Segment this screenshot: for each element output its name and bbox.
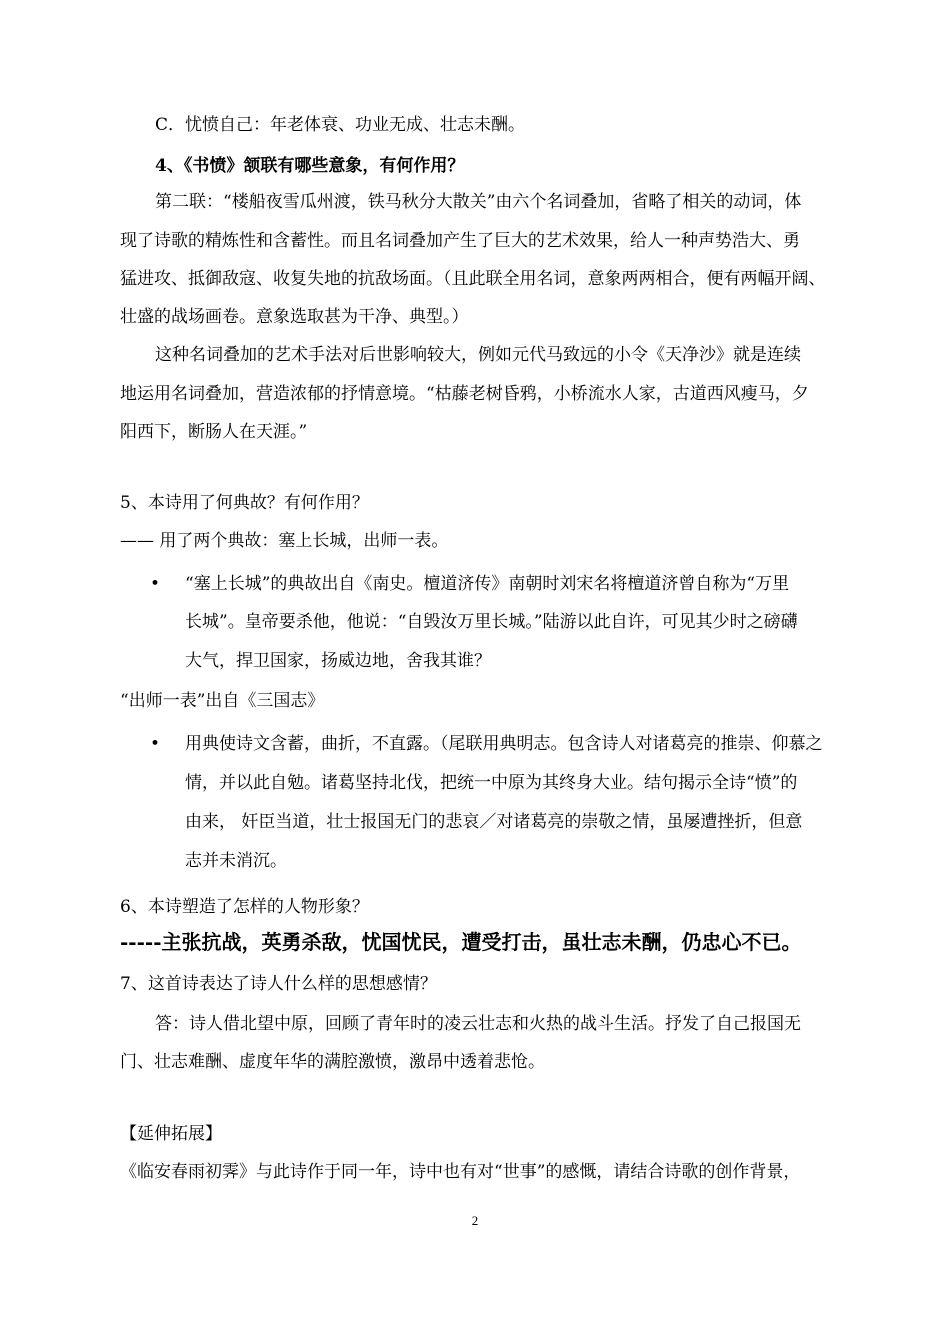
q4-answer-line: 壮盛的战场画卷。意象选取甚为干净、典型。） (120, 307, 469, 327)
q4-answer-line: 现了诗歌的精炼性和含蓄性。而且名词叠加产生了巨大的艺术效果，给人一种声势浩大、勇 (120, 231, 800, 251)
question-4: 4、《书愤》颔联有哪些意象，有何作用？ (155, 156, 465, 176)
extension-heading: 【延伸拓展】 (120, 1124, 222, 1144)
option-c-line: C．忧愤自己：年老体衰、功业无成、壮志未酬。 (155, 115, 526, 135)
q4-extra-line: 这种名词叠加的艺术手法对后世影响较大，例如元代马致远的小令《天净沙》就是连续 (155, 345, 801, 365)
extension-text: 《临安春雨初霁》与此诗作于同一年，诗中也有对“世事”的感慨，请结合诗歌的创作背景， (120, 1162, 801, 1182)
q4-extra-line: 阳西下，断肠人在天涯。” (120, 422, 308, 442)
q4-answer-line: 猛进攻、抵御敌寇、收复失地的抗敌场面。（且此联全用名词，意象两两相合，便有两幅开阔、 (120, 269, 826, 289)
q7-answer-line: 答：诗人借北望中原，回顾了青年时的凌云壮志和火热的战斗生活。抒发了自己报国无 (155, 1014, 801, 1034)
q5-bullet2-line: 情，并以此自勉。诸葛坚持北伐，把统一中原为其终身大业。结句揭示全诗“愤”的 (185, 773, 798, 793)
q5-bullet2-line: 用典使诗文含蓄，曲折，不直露。（尾联用典明志。包含诗人对诸葛亮的推崇、仰慕之 (185, 734, 823, 754)
q5-intro: —— 用了两个典故：塞上长城，出师一表。 (120, 531, 449, 551)
page-number: 2 (471, 1213, 479, 1228)
q5-bullet2-line: 由来， 奸臣当道，壮士报国无门的悲哀／对诸葛亮的崇敬之情，虽屡遭挫折，但意 (185, 812, 803, 832)
q5-source-line: “出师一表”出自《三国志》 (120, 691, 325, 711)
q5-bullet1-line: 长城”。皇帝要杀他，他说：“自毁汝万里长城。”陆游以此自许，可见其少时之磅礴 (185, 612, 798, 632)
q6-answer: -----主张抗战，英勇杀敌，忧国忧民，遭受打击，虽壮志未酬，仍忠心不已。 (120, 930, 802, 954)
q4-extra-line: 地运用名词叠加，营造浓郁的抒情意境。“枯藤老树昏鸦，小桥流水人家，古道西风瘦马，夕 (120, 384, 809, 404)
bullet-icon: • (150, 734, 161, 754)
question-6: 6、本诗塑造了怎样的人物形象？ (120, 897, 369, 917)
bullet-icon: • (150, 574, 161, 594)
q4-answer-line: 第二联：“楼船夜雪瓜州渡，铁马秋分大散关”由六个名词叠加，省略了相关的动词，体 (155, 192, 802, 212)
q5-bullet2-line: 志并未消沉。 (185, 851, 287, 871)
q7-answer-line: 门、壮志难酬、虚度年华的满腔激愤，激昂中透着悲怆。 (120, 1052, 545, 1072)
question-7: 7、这首诗表达了诗人什么样的思想感情？ (120, 974, 437, 994)
q5-bullet1-line: 大气，捍卫国家，扬威边地，舍我其谁？ (185, 651, 491, 671)
q5-bullet1-line: “塞上长城”的典故出自《南史。檀道济传》南朝时刘宋名将檀道济曾自称为“万里 (185, 574, 790, 594)
question-5: 5、本诗用了何典故？有何作用？ (120, 493, 369, 513)
